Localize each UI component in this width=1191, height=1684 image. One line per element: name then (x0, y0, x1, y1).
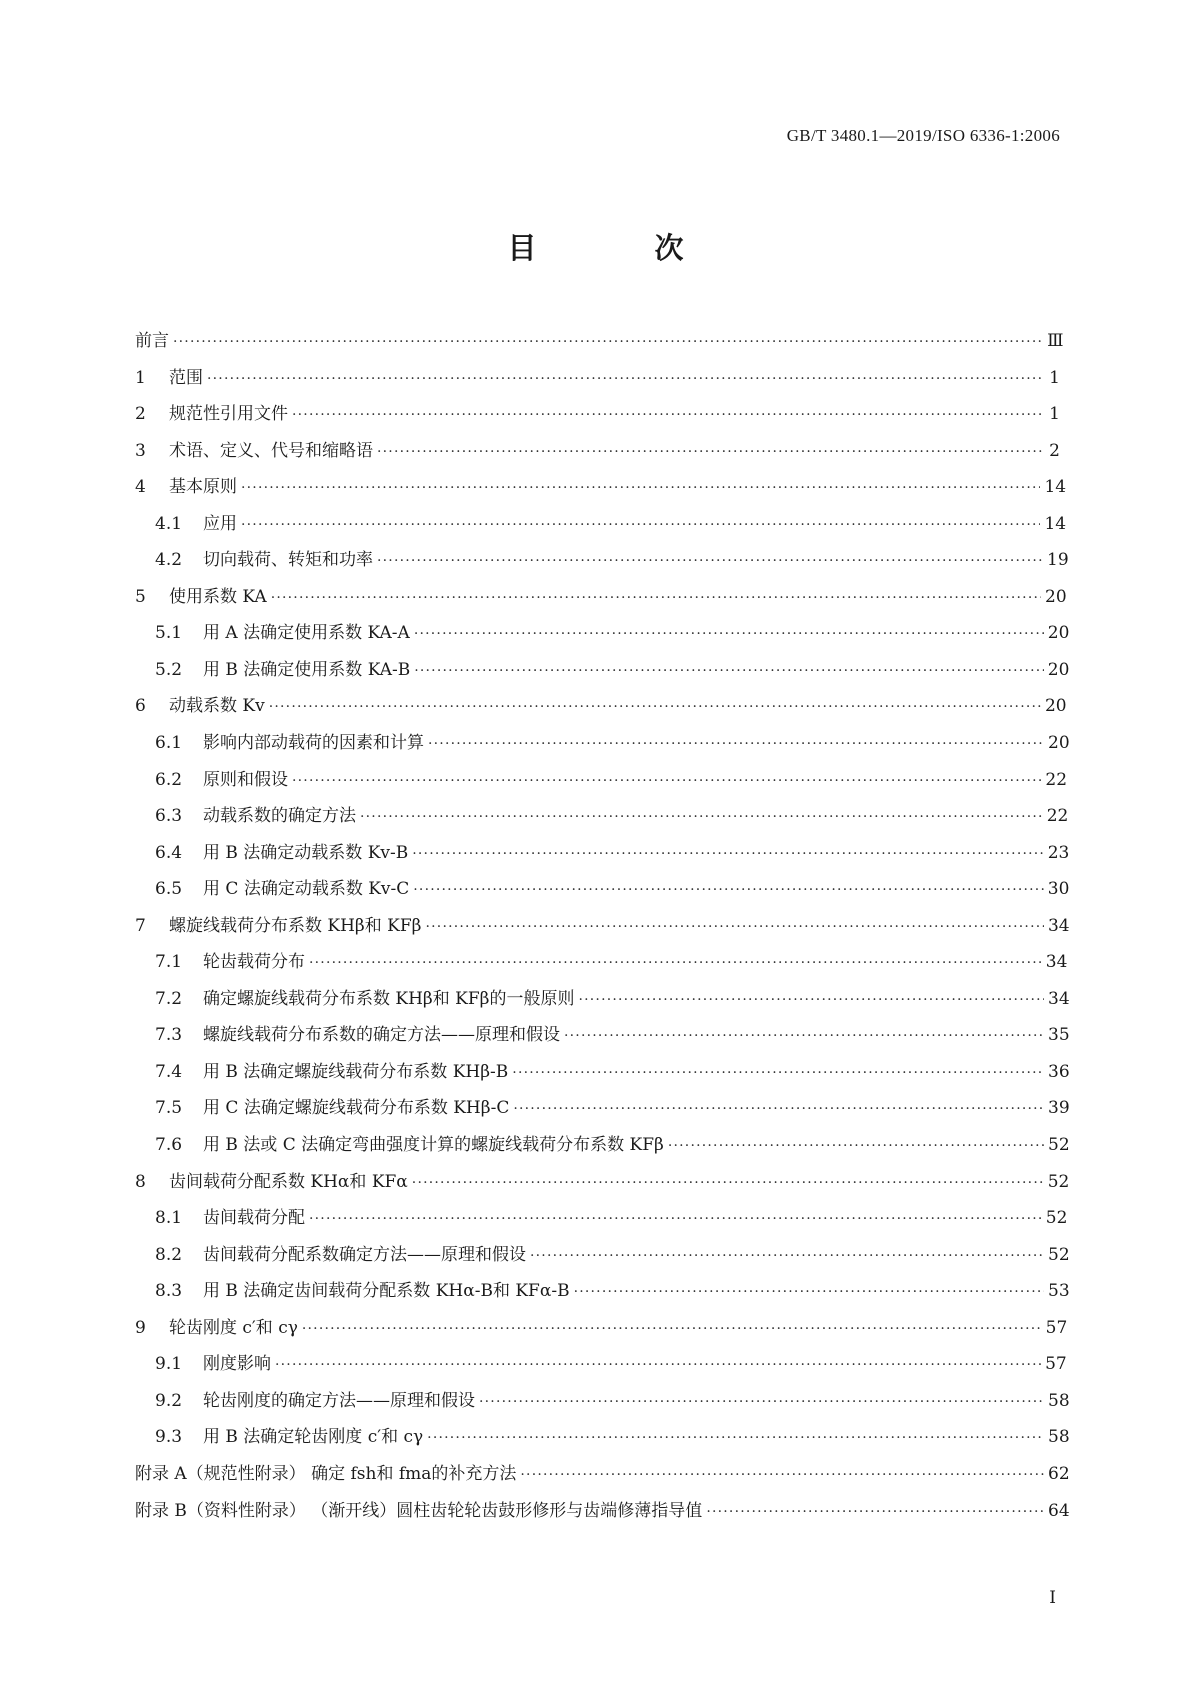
toc-entry-number: 7.5 (155, 1098, 183, 1119)
toc-entry-page: 1 (1049, 404, 1060, 425)
toc-entry[interactable] (135, 1240, 1070, 1277)
toc-entry-label: 原则和假设 (203, 769, 288, 790)
toc-dot-leader (427, 1430, 1044, 1446)
toc-dot-leader (241, 517, 1040, 533)
toc-entry-label: 前言 (135, 331, 169, 351)
toc-entry-page: 22 (1046, 806, 1069, 827)
toc-entry[interactable] (135, 1276, 1070, 1313)
toc-entry-label: 基本原则 (169, 477, 237, 498)
toc-dot-leader (173, 334, 1043, 350)
toc-entry-number: 4.2 (155, 550, 183, 571)
toc-entry-number: 8.2 (155, 1244, 183, 1265)
toc-entry-page: 57 (1045, 1317, 1068, 1338)
toc-entry-number: 2 (135, 404, 146, 425)
toc-dot-leader (706, 1504, 1044, 1520)
toc-dot-leader (414, 663, 1044, 679)
toc-entry-page: 2 (1049, 440, 1060, 461)
toc-entry-label: 用 B 法确定齿间载荷分配系数 KHα-B和 KFα-B (203, 1281, 570, 1302)
toc-entry-label: 动载系数的确定方法 (203, 806, 356, 827)
toc-entry-label: 刚度影响 (203, 1354, 271, 1375)
toc-entry-label: 用 B 法确定螺旋线载荷分布系数 KHβ-B (203, 1061, 509, 1082)
toc-entry-label: 影响内部动载荷的因素和计算 (203, 733, 424, 754)
toc-entry-page: 34 (1047, 915, 1070, 936)
toc-entry[interactable] (135, 326, 1064, 363)
toc-entry-label: 螺旋线载荷分布系数 KHβ和 KFβ (169, 915, 422, 936)
toc-entry-number: 5.1 (155, 623, 183, 644)
toc-entry[interactable] (135, 1203, 1068, 1240)
toc-entry-page: 20 (1045, 586, 1067, 607)
toc-entry-page: 20 (1044, 696, 1067, 717)
toc-dot-leader (564, 1028, 1044, 1044)
toc-dot-leader (377, 553, 1043, 569)
toc-dot-leader (241, 480, 1040, 496)
toc-entry-number: 1 (135, 367, 146, 388)
toc-entry-number: 6 (135, 696, 146, 717)
toc-entry-number: 6.3 (155, 806, 183, 827)
toc-dot-leader (271, 590, 1041, 606)
toc-dot-leader (302, 1321, 1042, 1337)
toc-entry-number: 7 (135, 915, 146, 936)
toc-entry[interactable] (135, 472, 1067, 509)
toc-entry-number: 3 (135, 440, 146, 461)
toc-entry[interactable] (135, 728, 1070, 765)
toc-entry-page: 58 (1048, 1390, 1070, 1411)
toc-entry-page: 36 (1048, 1061, 1070, 1082)
toc-entry-label: 轮齿载荷分布 (203, 952, 305, 973)
toc-dot-leader (512, 1065, 1044, 1081)
toc-dot-leader (520, 1467, 1044, 1483)
toc-entry-page: 34 (1048, 988, 1070, 1009)
toc-entry-label: 轮齿刚度 c′和 cγ (169, 1317, 298, 1338)
toc-entry-number: 9 (135, 1317, 146, 1338)
toc-entry[interactable] (135, 984, 1070, 1021)
toc-entry[interactable] (135, 911, 1070, 948)
toc-entry-label: 范围 (169, 367, 203, 388)
toc-entry-label: 动载系数 Kv (169, 696, 265, 717)
toc-entry-label: 确定螺旋线载荷分布系数 KHβ和 KFβ的一般原则 (203, 988, 575, 1009)
toc-entry-label: 应用 (203, 513, 237, 534)
toc-entry-label: 用 B 法确定轮齿刚度 c′和 cγ (203, 1427, 424, 1448)
toc-entry[interactable] (135, 1167, 1070, 1204)
toc-entry[interactable] (135, 1459, 1070, 1496)
toc-entry-number: 9.3 (155, 1427, 183, 1448)
toc-dot-leader (309, 955, 1042, 971)
toc-entry[interactable] (135, 1313, 1068, 1350)
toc-entry[interactable] (135, 801, 1069, 838)
toc-entry-page: 14 (1044, 477, 1067, 498)
toc-entry[interactable] (135, 399, 1060, 436)
toc-entry-page: 62 (1048, 1463, 1070, 1484)
toc-entry-page: Ⅲ (1047, 331, 1064, 351)
page-number: I (1049, 1588, 1056, 1608)
toc-entry[interactable] (135, 1020, 1070, 1057)
toc-dot-leader (426, 919, 1044, 935)
toc-entry-number: 7.6 (155, 1135, 183, 1156)
toc-entry-label: 轮齿刚度的确定方法——原理和假设 (203, 1390, 475, 1411)
toc-entry-number: 4 (135, 477, 146, 498)
toc-dot-leader (309, 1211, 1042, 1227)
toc-entry-page: 64 (1048, 1500, 1070, 1521)
toc-dot-leader (275, 1357, 1041, 1373)
toc-entry-label: 用 C 法确定螺旋线载荷分布系数 KHβ-C (203, 1098, 510, 1119)
toc-entry[interactable] (135, 618, 1070, 655)
toc-entry-number: 8.3 (155, 1281, 183, 1302)
toc-entry[interactable] (135, 436, 1060, 473)
toc-dot-leader (574, 1284, 1044, 1300)
toc-entry-page: 58 (1048, 1427, 1070, 1448)
toc-dot-leader (412, 846, 1043, 862)
toc-entry-page: 52 (1048, 1244, 1070, 1265)
toc-entry-number: 8.1 (155, 1208, 183, 1229)
toc-entry[interactable] (135, 1496, 1070, 1533)
toc-entry[interactable] (135, 363, 1060, 400)
toc-entry-number: 4.1 (155, 513, 183, 534)
toc-entry-page: 57 (1045, 1354, 1067, 1375)
toc-entry-page: 1 (1049, 367, 1060, 388)
toc-entry-label: 用 A 法确定使用系数 KA-A (203, 623, 410, 644)
toc-entry-page: 52 (1047, 1171, 1070, 1192)
toc-entry-page: 22 (1045, 769, 1068, 790)
toc-entry-number: 7.1 (155, 952, 183, 973)
toc-entry-number: 6.2 (155, 769, 183, 790)
toc-entry[interactable] (135, 1386, 1070, 1423)
toc-dot-leader (360, 809, 1043, 825)
toc-entry-label: 用 B 法确定使用系数 KA-B (203, 659, 411, 680)
toc-entry-label: 规范性引用文件 (169, 404, 288, 425)
toc-entry[interactable] (135, 545, 1069, 582)
toc-dot-leader (479, 1394, 1044, 1410)
toc-entry-page: 19 (1047, 550, 1069, 571)
toc-entry[interactable] (135, 1057, 1070, 1094)
toc-entry-page: 30 (1047, 879, 1070, 900)
toc-entry[interactable] (135, 838, 1070, 875)
toc-entry-page: 20 (1048, 733, 1070, 754)
toc-entry-label: 用 B 法或 C 法确定弯曲强度计算的螺旋线载荷分布系数 KFβ (203, 1135, 664, 1156)
toc-entry-label: 使用系数 KA (169, 586, 267, 607)
toc-entry-number: 9.1 (155, 1354, 183, 1375)
toc-entry[interactable] (135, 765, 1068, 802)
toc-dot-leader (578, 992, 1044, 1008)
toc-entry-page: 35 (1048, 1025, 1070, 1046)
toc-entry-page: 53 (1048, 1281, 1070, 1302)
toc-entry-label: 用 C 法确定动载系数 Kv-C (203, 879, 410, 900)
toc-entry-number: 6.1 (155, 733, 183, 754)
toc-dot-leader (292, 407, 1044, 423)
toc-dot-leader (530, 1248, 1044, 1264)
toc-entry-number: 5.2 (155, 659, 183, 680)
toc-entry-number: 8 (135, 1171, 146, 1192)
toc-entry[interactable] (135, 1422, 1070, 1459)
toc-dot-leader (414, 626, 1044, 642)
toc-entry-page: 20 (1047, 659, 1070, 680)
page-title: 目 次 (507, 231, 738, 265)
toc-entry-label: 齿间载荷分配 (203, 1208, 305, 1229)
toc-dot-leader (513, 1101, 1044, 1117)
toc-entry-label: 齿间载荷分配系数确定方法——原理和假设 (203, 1244, 526, 1265)
toc-entry[interactable] (135, 874, 1070, 911)
toc-entry-number: 7.2 (155, 988, 183, 1009)
standard-number: GB/T 3480.1—2019/ISO 6336-1:2006 (786, 126, 1060, 145)
toc-entry-page: 23 (1047, 842, 1070, 863)
toc-entry-page: 39 (1048, 1098, 1070, 1119)
toc-entry-label: 螺旋线载荷分布系数的确定方法——原理和假设 (203, 1025, 560, 1046)
toc-entry-label: 切向载荷、转矩和功率 (203, 550, 373, 571)
toc-entry[interactable] (135, 1130, 1070, 1167)
toc-dot-leader (428, 736, 1044, 752)
toc-entry-label: 术语、定义、代号和缩略语 (169, 440, 373, 461)
toc-dot-leader (269, 699, 1041, 715)
toc-dot-leader (377, 444, 1044, 460)
toc-dot-leader (668, 1138, 1044, 1154)
toc-entry-page: 52 (1045, 1208, 1068, 1229)
toc-dot-leader (292, 773, 1041, 789)
toc-entry-label: 用 B 法确定动载系数 Kv-B (203, 842, 409, 863)
toc-entry-label: 齿间载荷分配系数 KHα和 KFα (169, 1171, 408, 1192)
toc-entry-label: 附录 A（规范性附录） 确定 fsh和 fma的补充方法 (135, 1463, 517, 1484)
toc-entry-label: 附录 B（资料性附录） （渐开线）圆柱齿轮轮齿鼓形修形与齿端修薄指导值 (135, 1500, 703, 1521)
toc-dot-leader (413, 882, 1043, 898)
toc-entry[interactable] (135, 509, 1067, 546)
toc-dot-leader (207, 371, 1044, 387)
toc-entry-number: 5 (135, 586, 146, 607)
toc-entry-number: 7.4 (155, 1061, 183, 1082)
toc-entry-page: 20 (1047, 623, 1070, 644)
table-of-contents (135, 326, 1070, 1532)
toc-dot-leader (412, 1175, 1044, 1191)
toc-entry-number: 9.2 (155, 1390, 183, 1411)
toc-entry-page: 34 (1045, 952, 1068, 973)
toc-entry-page: 52 (1048, 1135, 1070, 1156)
toc-entry[interactable] (135, 691, 1067, 728)
toc-entry-number: 6.5 (155, 879, 183, 900)
toc-entry[interactable] (135, 947, 1068, 984)
toc-entry[interactable] (135, 1349, 1067, 1386)
toc-entry-number: 7.3 (155, 1025, 183, 1046)
toc-entry[interactable] (135, 582, 1067, 619)
toc-entry[interactable] (135, 655, 1070, 692)
toc-entry-page: 14 (1044, 513, 1067, 534)
toc-entry[interactable] (135, 1093, 1070, 1130)
toc-entry-number: 6.4 (155, 842, 183, 863)
